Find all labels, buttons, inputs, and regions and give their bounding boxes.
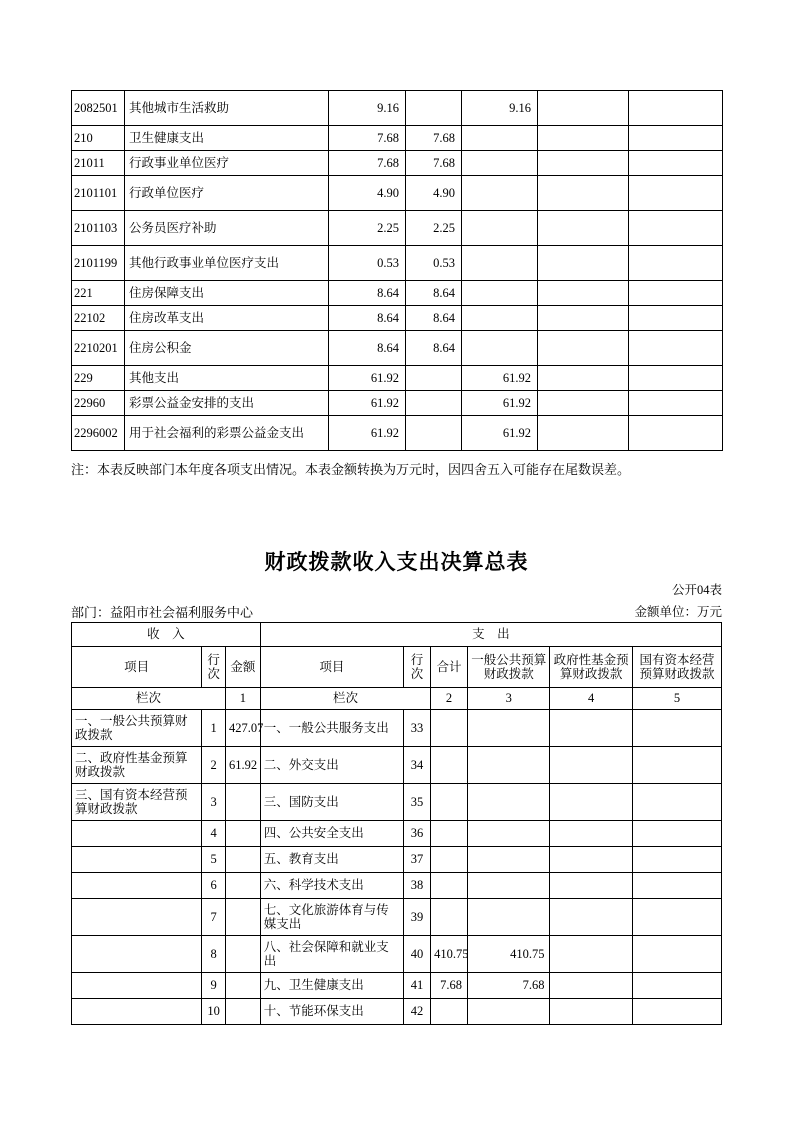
- cell-general: 2.25: [406, 211, 462, 246]
- cell-expense-item: 二、外交支出: [260, 747, 403, 784]
- cell-capital: [632, 747, 721, 784]
- cell-expense-line: 39: [404, 899, 431, 936]
- cell-general: 7.68: [406, 151, 462, 176]
- cell-expense-line: 40: [404, 936, 431, 973]
- cell-general: 0.53: [406, 246, 462, 281]
- cell-income-item: [72, 821, 202, 847]
- cell-income-item: [72, 999, 202, 1025]
- cell-fund: [462, 331, 538, 366]
- cell-general: [467, 710, 549, 747]
- cell-name: 公务员医疗补助: [125, 211, 329, 246]
- cell-income-line: 6: [202, 873, 226, 899]
- cell-general: 7.68: [467, 973, 549, 999]
- table-row: [72, 91, 723, 126]
- cell-expense-item: 八、社会保障和就业支出: [260, 936, 403, 973]
- cell-fund: 61.92: [462, 366, 538, 391]
- cell-fund: [462, 246, 538, 281]
- cell-total: 61.92: [329, 391, 406, 416]
- cell-code: 229: [72, 366, 125, 391]
- column-num-fund: 4: [550, 688, 632, 710]
- cell-fund: [550, 710, 632, 747]
- column-label-expense: 栏次: [260, 688, 430, 710]
- cell-income-line: 2: [202, 747, 226, 784]
- cell-fund: [550, 999, 632, 1025]
- cell-other: [629, 416, 723, 451]
- amount-unit-label: 金额单位：万元: [634, 605, 722, 619]
- cell-general: 8.64: [406, 306, 462, 331]
- cell-general: [467, 899, 549, 936]
- fiscal-summary-body: [72, 623, 722, 1025]
- cell-expense-item: 五、教育支出: [260, 847, 403, 873]
- form-number: 公开04表: [671, 583, 722, 597]
- expenditure-detail-table-continued: [71, 90, 722, 451]
- cell-other: [629, 281, 723, 306]
- cell-name: 行政单位医疗: [125, 176, 329, 211]
- table-row: [72, 899, 722, 936]
- cell-total: 8.64: [329, 281, 406, 306]
- cell-income-item: [72, 847, 202, 873]
- cell-fund: [462, 176, 538, 211]
- table-row: [72, 416, 723, 451]
- cell-general: [406, 366, 462, 391]
- cell-general: 8.64: [406, 331, 462, 366]
- cell-capital: [632, 847, 721, 873]
- cell-expense-line: 34: [404, 747, 431, 784]
- table-group-header-row: [72, 623, 722, 647]
- cell-code: 2101199: [72, 246, 125, 281]
- cell-capital: [538, 306, 629, 331]
- column-number-row: [72, 688, 722, 710]
- table-row: [72, 873, 722, 899]
- cell-name: 用于社会福利的彩票公益金支出: [125, 416, 329, 451]
- cell-fund: 61.92: [462, 416, 538, 451]
- cell-capital: [632, 999, 721, 1025]
- cell-total: 2.25: [329, 211, 406, 246]
- cell-expense-item: 三、国防支出: [260, 784, 403, 821]
- cell-name: 彩票公益金安排的支出: [125, 391, 329, 416]
- cell-fund: [550, 784, 632, 821]
- cell-capital: [632, 973, 721, 999]
- cell-income-amount: [226, 973, 261, 999]
- header-expense-line: 行次: [404, 647, 431, 688]
- group-header-expense: 支 出: [260, 623, 721, 647]
- cell-income-item: [72, 873, 202, 899]
- cell-capital: [538, 211, 629, 246]
- cell-expense-line: 33: [404, 710, 431, 747]
- cell-other: [629, 306, 723, 331]
- page-title: 财政拨款收入支出决算总表: [264, 550, 529, 574]
- cell-expense-item: 六、科学技术支出: [260, 873, 403, 899]
- cell-capital: [538, 246, 629, 281]
- cell-fund: [462, 211, 538, 246]
- department-label: 部门：益阳市社会福利服务中心: [71, 605, 254, 620]
- cell-capital: [632, 899, 721, 936]
- cell-general: [467, 873, 549, 899]
- cell-general: [467, 821, 549, 847]
- cell-other: [629, 126, 723, 151]
- cell-capital: [538, 391, 629, 416]
- cell-income-amount: [226, 999, 261, 1025]
- cell-total: 61.92: [329, 416, 406, 451]
- table-header-row: [72, 647, 722, 688]
- cell-income-amount: [226, 936, 261, 973]
- cell-other: [629, 91, 723, 126]
- cell-fund: [550, 936, 632, 973]
- header-state-capital: 国有资本经营预算财政拨款: [632, 647, 721, 688]
- cell-capital: [538, 91, 629, 126]
- cell-code: 2296002: [72, 416, 125, 451]
- cell-income-item: [72, 973, 202, 999]
- cell-total: [431, 847, 468, 873]
- cell-income-line: 3: [202, 784, 226, 821]
- group-header-income: 收 入: [72, 623, 261, 647]
- cell-total: 9.16: [329, 91, 406, 126]
- cell-total: 410.75: [431, 936, 468, 973]
- cell-expense-item: 四、公共安全支出: [260, 821, 403, 847]
- header-expense-item: 项目: [260, 647, 403, 688]
- table-row: [72, 211, 723, 246]
- cell-capital: [538, 176, 629, 211]
- cell-code: 221: [72, 281, 125, 306]
- cell-total: [431, 784, 468, 821]
- cell-total: [431, 821, 468, 847]
- cell-other: [629, 331, 723, 366]
- cell-total: [431, 873, 468, 899]
- header-general-public: 一般公共预算财政拨款: [467, 647, 549, 688]
- cell-general: 7.68: [406, 126, 462, 151]
- cell-general: [406, 391, 462, 416]
- cell-code: 22960: [72, 391, 125, 416]
- header-income-item: 项目: [72, 647, 202, 688]
- header-total: 合计: [431, 647, 468, 688]
- cell-expense-line: 42: [404, 999, 431, 1025]
- cell-capital: [632, 784, 721, 821]
- cell-total: 7.68: [329, 126, 406, 151]
- cell-income-item: 二、政府性基金预算财政拨款: [72, 747, 202, 784]
- cell-income-amount: [226, 784, 261, 821]
- cell-income-amount: [226, 873, 261, 899]
- cell-total: [431, 899, 468, 936]
- table-row: [72, 784, 722, 821]
- cell-fund: [550, 847, 632, 873]
- header-income-line: 行次: [202, 647, 226, 688]
- cell-income-item: 一、一般公共预算财政拨款: [72, 710, 202, 747]
- cell-general: 8.64: [406, 281, 462, 306]
- cell-code: 2101103: [72, 211, 125, 246]
- cell-general: [467, 999, 549, 1025]
- cell-income-line: 1: [202, 710, 226, 747]
- cell-fund: 61.92: [462, 391, 538, 416]
- table-row: [72, 281, 723, 306]
- cell-income-line: 5: [202, 847, 226, 873]
- cell-capital: [538, 151, 629, 176]
- cell-income-item: [72, 899, 202, 936]
- cell-fund: [550, 747, 632, 784]
- cell-total: [431, 999, 468, 1025]
- cell-expense-line: 37: [404, 847, 431, 873]
- cell-income-amount: [226, 847, 261, 873]
- cell-general: 410.75: [467, 936, 549, 973]
- table-row: [72, 366, 723, 391]
- cell-fund: [462, 151, 538, 176]
- table-row: [72, 821, 722, 847]
- cell-income-line: 10: [202, 999, 226, 1025]
- cell-total: 7.68: [329, 151, 406, 176]
- cell-other: [629, 366, 723, 391]
- cell-income-line: 8: [202, 936, 226, 973]
- cell-name: 其他行政事业单位医疗支出: [125, 246, 329, 281]
- cell-total: 8.64: [329, 306, 406, 331]
- cell-general: [406, 416, 462, 451]
- cell-income-amount: [226, 821, 261, 847]
- column-num-capital: 5: [632, 688, 721, 710]
- cell-income-item: [72, 936, 202, 973]
- table-row: [72, 936, 722, 973]
- cell-code: 2101101: [72, 176, 125, 211]
- cell-capital: [538, 126, 629, 151]
- cell-name: 其他支出: [125, 366, 329, 391]
- cell-capital: [632, 821, 721, 847]
- cell-capital: [538, 281, 629, 306]
- cell-total: 0.53: [329, 246, 406, 281]
- header-gov-fund: 政府性基金预算财政拨款: [550, 647, 632, 688]
- table-row: [72, 973, 722, 999]
- cell-code: 2210201: [72, 331, 125, 366]
- fiscal-summary-table: [71, 622, 722, 1025]
- cell-total: 8.64: [329, 331, 406, 366]
- table-row: [72, 126, 723, 151]
- expenditure-table: [71, 90, 723, 451]
- cell-capital: [538, 331, 629, 366]
- cell-general: [467, 847, 549, 873]
- table-row: [72, 151, 723, 176]
- cell-total: 7.68: [431, 973, 468, 999]
- cell-income-amount: 61.92: [226, 747, 261, 784]
- cell-name: 住房改革支出: [125, 306, 329, 331]
- cell-name: 卫生健康支出: [125, 126, 329, 151]
- cell-fund: [462, 126, 538, 151]
- cell-expense-line: 38: [404, 873, 431, 899]
- cell-fund: [550, 821, 632, 847]
- cell-fund: 9.16: [462, 91, 538, 126]
- cell-total: 61.92: [329, 366, 406, 391]
- fiscal-summary-table-wrapper: [71, 622, 722, 1025]
- cell-other: [629, 211, 723, 246]
- cell-capital: [632, 873, 721, 899]
- cell-name: 住房公积金: [125, 331, 329, 366]
- table-row: [72, 391, 723, 416]
- cell-expense-item: 九、卫生健康支出: [260, 973, 403, 999]
- cell-expense-line: 35: [404, 784, 431, 821]
- cell-general: [467, 747, 549, 784]
- table-row: [72, 246, 723, 281]
- table-row: [72, 999, 722, 1025]
- cell-code: 22102: [72, 306, 125, 331]
- header-income-amount: 金额: [226, 647, 261, 688]
- column-label-income: 栏次: [72, 688, 226, 710]
- cell-other: [629, 176, 723, 211]
- table-row: [72, 710, 722, 747]
- cell-capital: [632, 710, 721, 747]
- cell-name: 住房保障支出: [125, 281, 329, 306]
- column-num-total: 2: [431, 688, 468, 710]
- cell-name: 行政事业单位医疗: [125, 151, 329, 176]
- column-num-general: 3: [467, 688, 549, 710]
- cell-other: [629, 391, 723, 416]
- cell-general: [467, 784, 549, 821]
- cell-total: [431, 747, 468, 784]
- cell-income-amount: [226, 899, 261, 936]
- cell-fund: [462, 306, 538, 331]
- cell-expense-item: 一、一般公共服务支出: [260, 710, 403, 747]
- cell-income-line: 9: [202, 973, 226, 999]
- table-row: [72, 847, 722, 873]
- cell-capital: [538, 366, 629, 391]
- cell-fund: [550, 899, 632, 936]
- cell-other: [629, 151, 723, 176]
- cell-fund: [462, 281, 538, 306]
- cell-income-amount: 427.07: [226, 710, 261, 747]
- table-row: [72, 747, 722, 784]
- cell-total: [431, 710, 468, 747]
- table-row: [72, 176, 723, 211]
- expenditure-table-body: [72, 91, 723, 451]
- cell-expense-item: 七、文化旅游体育与传媒支出: [260, 899, 403, 936]
- cell-expense-line: 36: [404, 821, 431, 847]
- cell-code: 2082501: [72, 91, 125, 126]
- cell-code: 21011: [72, 151, 125, 176]
- table-row: [72, 331, 723, 366]
- cell-name: 其他城市生活救助: [125, 91, 329, 126]
- table-row: [72, 306, 723, 331]
- cell-capital: [538, 416, 629, 451]
- table-note: 注：本表反映部门本年度各项支出情况。本表金额转换为万元时，因四舍五入可能存在尾数误差。: [71, 462, 631, 477]
- cell-total: 4.90: [329, 176, 406, 211]
- cell-fund: [550, 973, 632, 999]
- cell-fund: [550, 873, 632, 899]
- cell-capital: [632, 936, 721, 973]
- cell-income-line: 7: [202, 899, 226, 936]
- cell-general: [406, 91, 462, 126]
- cell-income-item: 三、国有资本经营预算财政拨款: [72, 784, 202, 821]
- cell-expense-item: 十、节能环保支出: [260, 999, 403, 1025]
- cell-income-line: 4: [202, 821, 226, 847]
- cell-expense-line: 41: [404, 973, 431, 999]
- column-num-income: 1: [226, 688, 261, 710]
- cell-other: [629, 246, 723, 281]
- cell-general: 4.90: [406, 176, 462, 211]
- cell-code: 210: [72, 126, 125, 151]
